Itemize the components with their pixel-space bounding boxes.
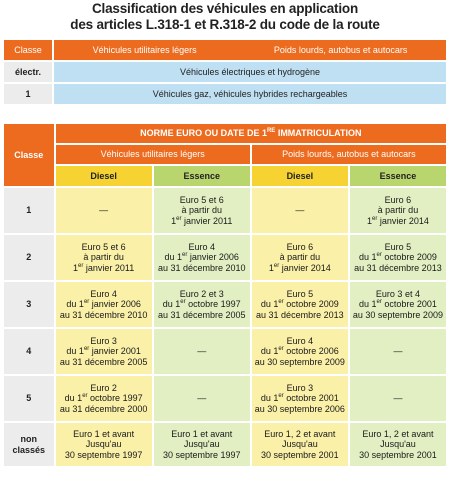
essence-cell [350,376,446,421]
cell-line: Euro 3 [286,382,314,393]
cell-line: Euro 2 et 3 [179,288,224,299]
main-header-vul: Véhicules utilitaires légers [56,145,250,164]
cell-line: au 31 décembre 2013 [354,262,442,273]
cell-line: du 1er janvier 2006 [164,252,239,263]
main-header-pl: Poids lourds, autobus et autocars [252,145,446,164]
title-line-1: Classification des véhicules en application [92,1,358,16]
essence-cell [350,282,446,327]
table-row [4,423,446,466]
summary-header-categories [54,40,446,60]
summary-header-vul: Véhicules utilitaires légers [92,44,197,55]
cell-line: 30 septembre 1997 [64,449,143,460]
summary-header-pl: Poids lourds, autobus et autocars [273,44,408,55]
cell-line: Euro 5 [384,241,412,252]
cell-line: Jusqu'au [281,439,318,450]
table-row [4,235,446,280]
document-title [0,1,450,33]
cell-line: — [393,393,403,404]
diesel-cell [252,235,348,280]
cell-line: Euro 5 et 6 [81,241,126,252]
summary-row-classe: électr. [4,62,52,82]
cell-line: au 31 décembre 2010 [59,309,148,320]
cell-line: Euro 1 et avant [171,428,233,439]
table-row [4,188,446,233]
cell-line: 1er janvier 2011 [171,215,233,226]
header-essence: Essence [154,166,250,186]
cell-line: Euro 4 [188,241,215,252]
diesel-cell [56,282,152,327]
cell-line: — [99,205,109,216]
cell-line: Euro 6 [384,194,412,205]
cell-line: du 1er octobre 2009 [260,299,339,310]
cell-line: Euro 1, 2 et avant [362,428,434,439]
cell-line: au 31 décembre 2010 [157,262,246,273]
row-classe: 1 [4,188,54,233]
cell-line: du 1er octobre 2001 [358,299,437,310]
cell-line: Euro 1, 2 et avant [264,428,336,439]
main-header-classe: Classe [4,124,54,186]
table-row [4,329,446,374]
essence-cell [350,329,446,374]
cell-line: Euro 4 [90,288,117,299]
header-diesel: Diesel [252,166,348,186]
diesel-cell [252,376,348,421]
diesel-cell [56,188,152,233]
cell-line: au 30 septembre 2009 [254,356,345,367]
summary-row-text: Véhicules gaz, véhicules hybrides rechargeables [54,84,446,104]
cell-line: Euro 3 [90,335,117,346]
essence-cell [154,423,250,466]
essence-cell [350,423,446,466]
cell-line: au 31 décembre 2000 [59,403,148,414]
cell-line: au 31 décembre 2005 [157,309,246,320]
essence-cell [350,235,446,280]
cell-line: 30 septembre 2001 [261,449,339,460]
cell-line: 1er janvier 2014 [268,262,331,273]
cell-line: à partir du [83,252,124,263]
row-classe: 5 [4,376,54,421]
cell-line: du 1er janvier 2006 [66,299,141,310]
diesel-cell [252,282,348,327]
cell-line: 1er janvier 2011 [73,262,135,273]
cell-line: Euro 3 et 4 [375,288,420,299]
classification-table [2,122,448,468]
essence-cell [154,282,250,327]
summary-header-classe: Classe [4,40,52,60]
diesel-cell [252,423,348,466]
cell-line: du 1er octobre 1997 [64,393,143,404]
cell-line: Euro 5 et 6 [179,194,224,205]
cell-line: du 1er octobre 2006 [260,346,339,357]
cell-line: à partir du [181,205,222,216]
cell-line: au 31 décembre 2005 [59,356,148,367]
cell-line: — [295,205,305,216]
row-classe: 3 [4,282,54,327]
cell-line: au 31 décembre 2013 [256,309,344,320]
cell-line: au 30 septembre 2009 [352,309,443,320]
cell-line: 30 septembre 2001 [359,449,437,460]
cell-line: au 30 septembre 2006 [254,403,345,414]
diesel-cell [56,376,152,421]
essence-cell [154,329,250,374]
cell-line: Jusqu'au [85,439,122,450]
summary-table [2,38,448,106]
diesel-cell [252,188,348,233]
summary-row-text: Véhicules électriques et hydrogène [54,62,446,82]
row-classe: 4 [4,329,54,374]
cell-line: Jusqu'au [380,439,416,450]
diesel-cell [56,423,152,466]
essence-cell [350,188,446,233]
cell-line: Jusqu'au [183,439,220,450]
table-row [4,282,446,327]
cell-line: Euro 6 [286,241,314,252]
cell-line: — [393,346,403,357]
essence-cell [154,235,250,280]
cell-line: du 1er octobre 2001 [260,393,339,404]
cell-line: 1er janvier 2014 [366,215,429,226]
diesel-cell [56,329,152,374]
header-essence: Essence [350,166,446,186]
cell-line: du 1er octobre 2009 [358,252,437,263]
title-line-2: des articles L.318-1 et R.318-2 du code de la route [70,17,380,32]
summary-row-classe: 1 [4,84,52,104]
cell-line: à partir du [377,205,419,216]
row-classe: non classés [4,423,54,466]
cell-line: du 1er octobre 1997 [162,299,241,310]
essence-cell [154,376,250,421]
cell-line: Euro 4 [286,335,314,346]
table-row [4,376,446,421]
row-classe: 2 [4,235,54,280]
diesel-cell [252,329,348,374]
main-rows [4,188,446,466]
cell-line: à partir du [279,252,321,263]
cell-line: — [197,346,207,357]
diesel-cell [56,235,152,280]
cell-line: — [197,393,207,404]
cell-line: Euro 5 [286,288,314,299]
essence-cell [154,188,250,233]
cell-line: Euro 1 et avant [73,428,135,439]
cell-line: Euro 2 [90,382,117,393]
cell-line: du 1er janvier 2001 [66,346,141,357]
cell-line: 30 septembre 1997 [162,449,241,460]
main-header-norme: NORME EURO OU DATE DE 1RE IMMATRICULATION [56,124,446,143]
header-diesel: Diesel [56,166,152,186]
